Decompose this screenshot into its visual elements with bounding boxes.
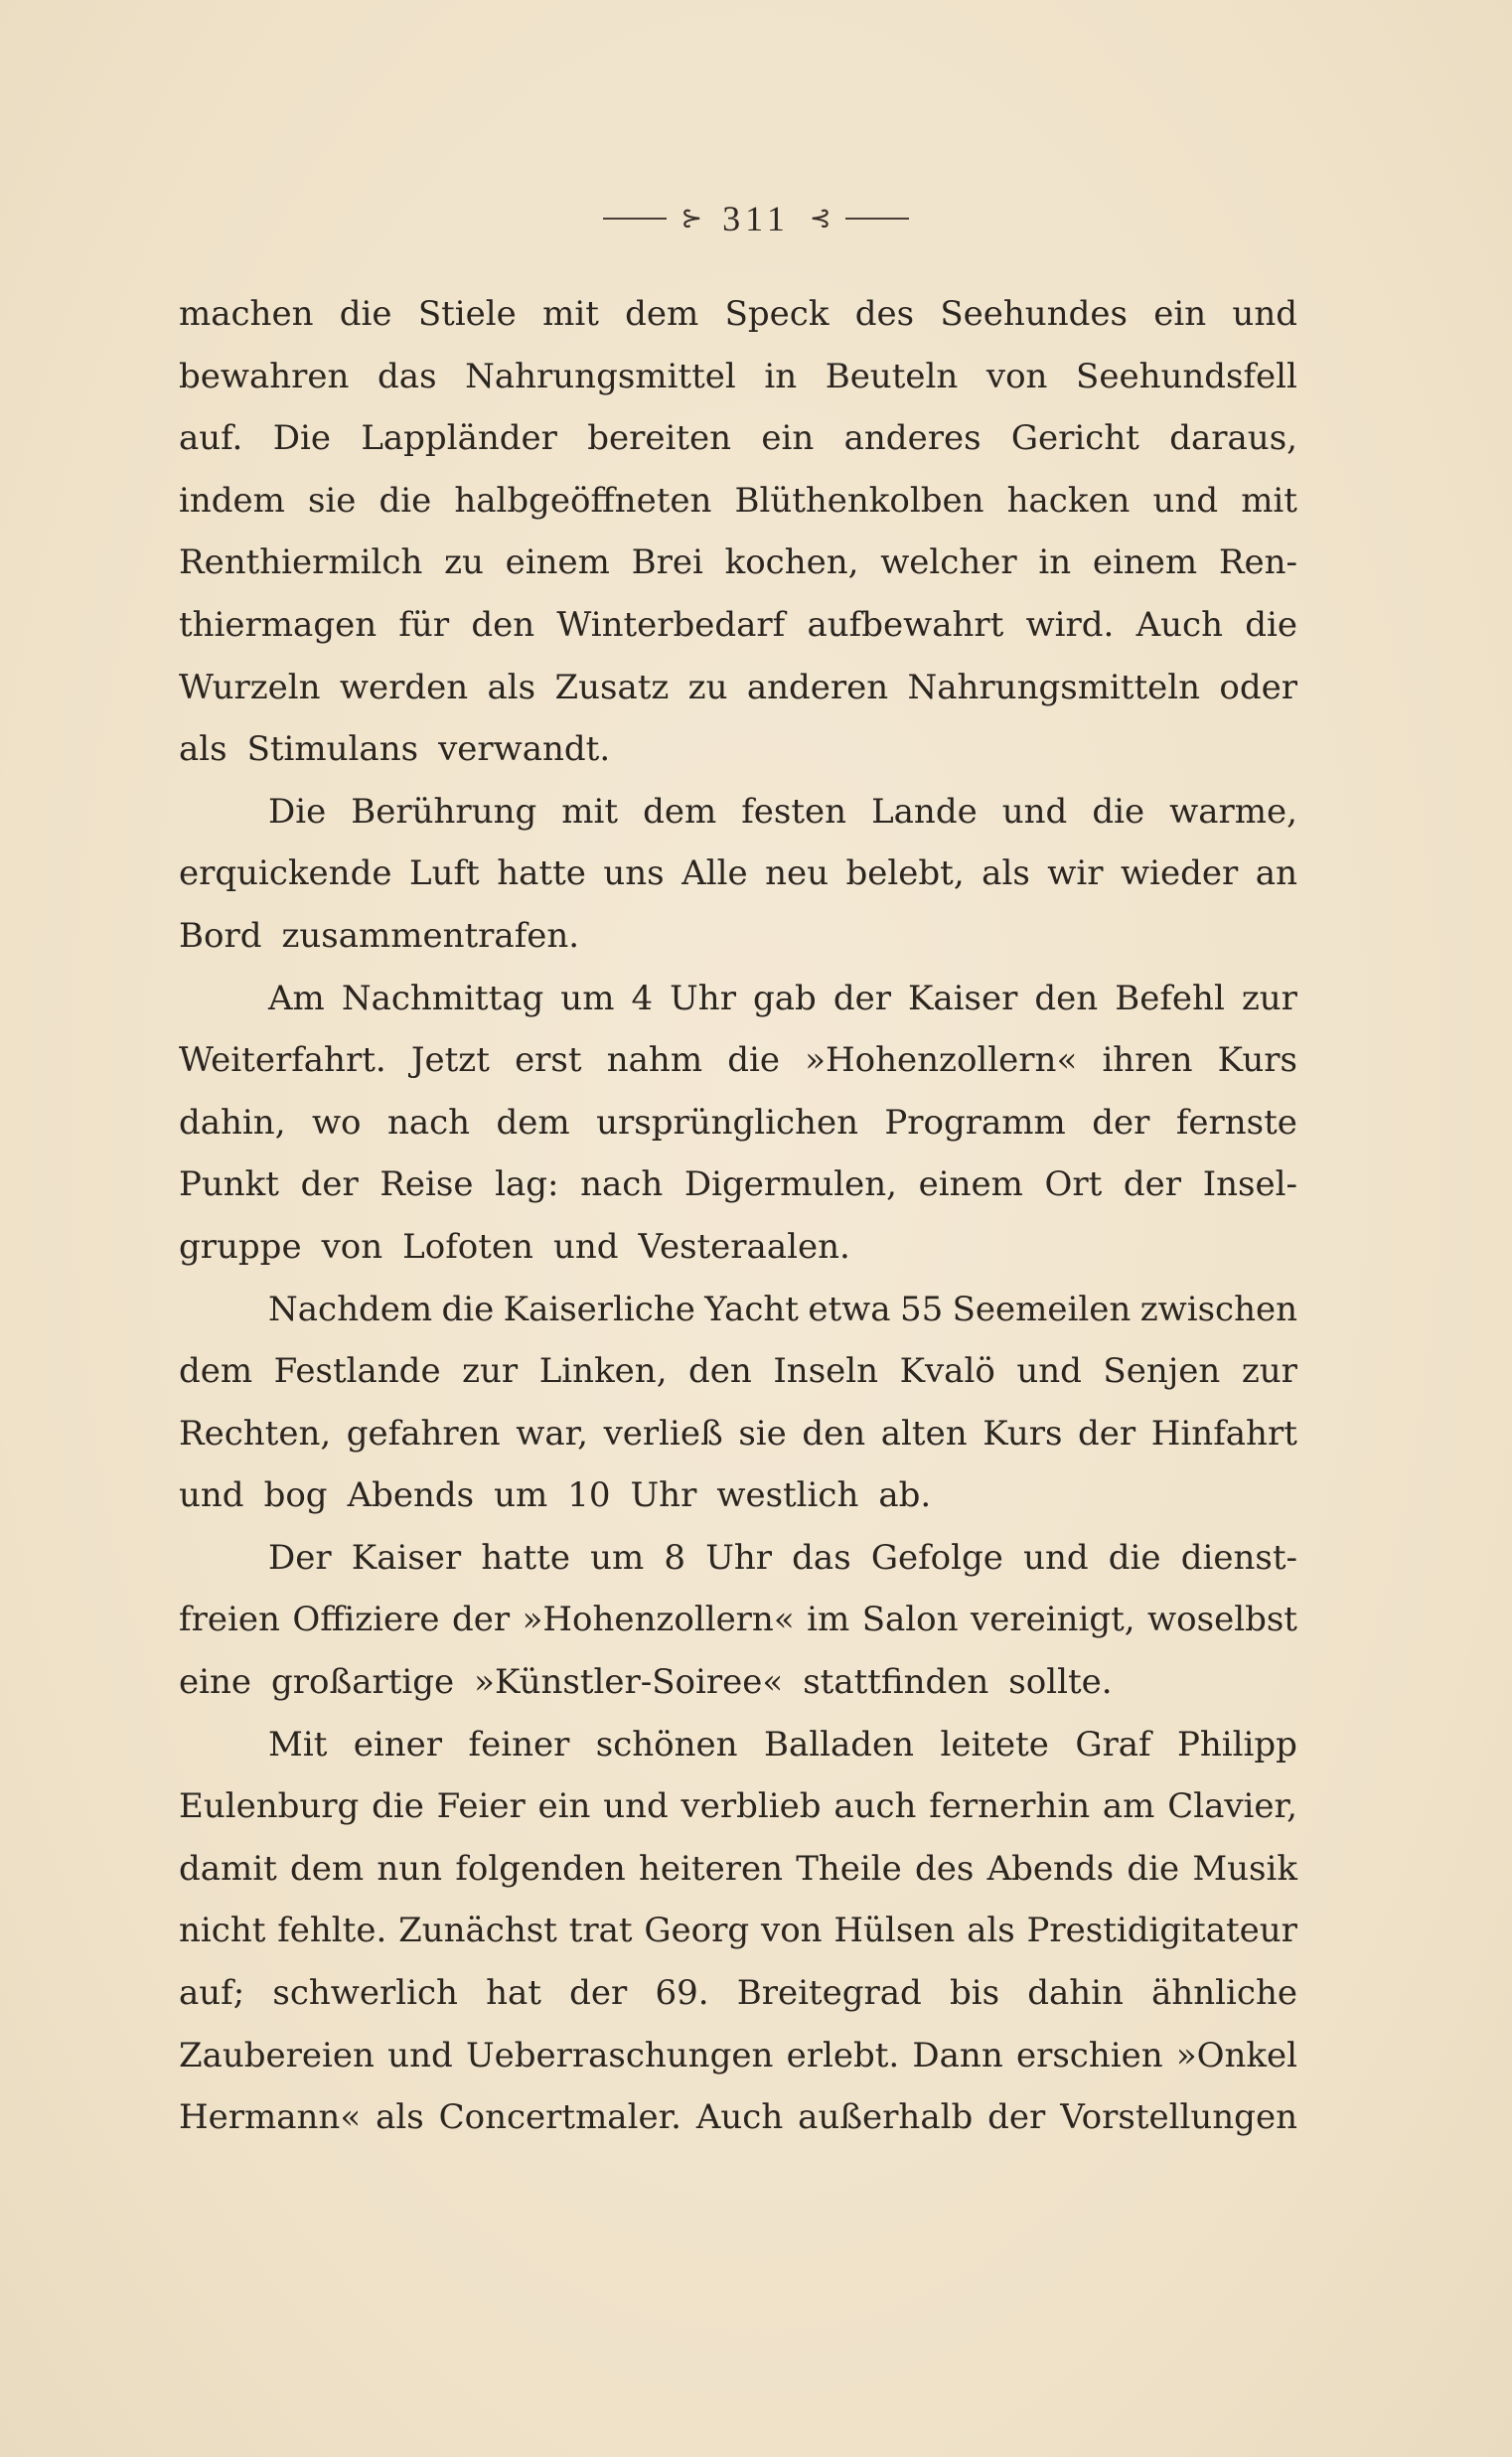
word: bewahren xyxy=(179,356,350,396)
word: bis xyxy=(949,1973,1000,2014)
word: bereiten xyxy=(587,418,732,459)
word: leitete xyxy=(940,1724,1049,1765)
word: dem xyxy=(290,1848,365,1889)
text-line xyxy=(179,843,1297,905)
word: erlebt. xyxy=(786,2035,900,2075)
word: Reise xyxy=(379,1164,474,1205)
word: Lande xyxy=(871,791,978,832)
word: anderes xyxy=(843,418,982,459)
word: das xyxy=(792,1537,851,1578)
word: einem xyxy=(918,1164,1023,1205)
text-line xyxy=(179,1279,1297,1341)
word: Lappländer xyxy=(361,418,557,459)
word: Prestidigitateur xyxy=(1026,1911,1297,1951)
word: als xyxy=(179,729,227,770)
word: Beuteln xyxy=(825,356,959,396)
body-text xyxy=(179,283,1297,2149)
word: Nachmittag xyxy=(341,978,544,1018)
word: machen xyxy=(179,294,314,334)
word: erschien xyxy=(1015,2035,1163,2075)
word: Eulenburg xyxy=(179,1786,360,1827)
word: Georg xyxy=(644,1911,750,1951)
word: hatte xyxy=(481,1537,570,1578)
word: verblieb xyxy=(680,1786,822,1827)
word: alten xyxy=(880,1413,968,1454)
text-line xyxy=(179,1403,1297,1465)
word: Ren- xyxy=(1218,542,1297,583)
text-line xyxy=(179,1838,1297,1901)
word: war, xyxy=(516,1413,588,1454)
word: zur xyxy=(462,1351,519,1392)
text-line xyxy=(179,1900,1297,1962)
word: Uhr xyxy=(630,1475,697,1516)
word: für xyxy=(398,604,450,645)
word: trat xyxy=(568,1911,633,1951)
word: wird. xyxy=(1025,604,1115,645)
word: um xyxy=(590,1537,645,1578)
word: welcher xyxy=(880,542,1017,583)
ornament-right-icon: ⊰ xyxy=(809,204,832,233)
text-line xyxy=(179,905,1297,968)
word: Salon xyxy=(861,1600,959,1640)
word: ursprünglichen xyxy=(596,1102,858,1143)
word: einem xyxy=(1092,542,1198,583)
word: an xyxy=(1255,853,1297,894)
text-line xyxy=(179,1651,1297,1714)
word: die xyxy=(1245,604,1297,645)
word: die xyxy=(1127,1848,1180,1889)
word: auf. xyxy=(179,418,243,459)
word: ähnliche xyxy=(1151,1973,1297,2014)
word: dem xyxy=(643,791,717,832)
text-line xyxy=(179,407,1297,470)
word: stattfinden xyxy=(803,1662,989,1703)
word: Feier xyxy=(436,1786,526,1827)
word: zwischen xyxy=(1139,1289,1297,1329)
word: ein xyxy=(1153,294,1207,334)
page-header xyxy=(0,195,1512,242)
word: nun xyxy=(377,1848,443,1889)
word: 55 xyxy=(899,1289,944,1329)
word: Philipp xyxy=(1177,1724,1297,1765)
word: »Hohenzollern« xyxy=(522,1600,795,1640)
word: ab. xyxy=(878,1475,932,1516)
word: warme, xyxy=(1169,791,1297,832)
word: Vesteraalen. xyxy=(638,1226,850,1267)
word: dienst- xyxy=(1180,1537,1297,1578)
word: folgenden xyxy=(455,1848,626,1889)
word: den xyxy=(688,1351,752,1392)
word: zu xyxy=(687,667,728,707)
word: damit xyxy=(179,1848,277,1889)
word: freien xyxy=(179,1600,280,1640)
text-line xyxy=(179,1962,1297,2025)
text-line xyxy=(179,1714,1297,1776)
word: Uhr xyxy=(670,978,736,1018)
word: nach xyxy=(580,1164,664,1205)
word: dem xyxy=(179,1351,253,1392)
text-line xyxy=(179,1340,1297,1403)
text-line xyxy=(179,1029,1297,1092)
word: Blüthenkolben xyxy=(734,480,984,521)
word: Vorstellungen xyxy=(1060,2097,1297,2138)
page-number: 311 xyxy=(722,199,790,238)
word: Dann xyxy=(912,2035,1003,2075)
word: und xyxy=(552,1226,619,1267)
word: die xyxy=(378,480,432,521)
word: fehlte. xyxy=(277,1911,387,1951)
word: anderen xyxy=(746,667,889,707)
word: um xyxy=(560,978,615,1018)
word: Kaiserliche xyxy=(503,1289,695,1329)
word: indem xyxy=(179,480,285,521)
word: Renthiermilch xyxy=(179,542,423,583)
word: Zunächst xyxy=(398,1911,557,1951)
word: Balladen xyxy=(763,1724,915,1765)
word: »Hohenzollern« xyxy=(805,1040,1078,1081)
word: großartige xyxy=(271,1662,455,1703)
word: bog xyxy=(263,1475,328,1516)
word: verließ xyxy=(603,1413,723,1454)
header-rule-right xyxy=(845,218,909,220)
word: Seehundes xyxy=(940,294,1128,334)
word: zur xyxy=(1241,1351,1297,1392)
word: ein xyxy=(537,1786,591,1827)
word: dahin xyxy=(1027,1973,1124,2014)
word: Luft xyxy=(408,853,480,894)
word: Musik xyxy=(1192,1848,1297,1889)
text-line xyxy=(179,594,1297,657)
word: von xyxy=(321,1226,383,1267)
word: am xyxy=(1102,1786,1155,1827)
word: Concertmaler. xyxy=(438,2097,681,2138)
word: als xyxy=(487,667,536,707)
word: im xyxy=(807,1600,850,1640)
text-line xyxy=(179,968,1297,1030)
word: Yacht xyxy=(704,1289,799,1329)
word: wo xyxy=(311,1102,362,1143)
word: in xyxy=(1038,542,1072,583)
word: Insel- xyxy=(1202,1164,1297,1205)
word: vereinigt, xyxy=(970,1600,1135,1640)
word: kochen, xyxy=(724,542,859,583)
word: gefahren xyxy=(346,1413,501,1454)
word: dem xyxy=(625,294,699,334)
word: Lofoten xyxy=(402,1226,533,1267)
word: die xyxy=(372,1786,424,1827)
word: dem xyxy=(496,1102,570,1143)
word: der xyxy=(451,1600,511,1640)
word: die xyxy=(339,294,392,334)
word: Senjen xyxy=(1103,1351,1221,1392)
word: Auch xyxy=(1135,604,1223,645)
word: Auch xyxy=(695,2097,784,2138)
word: auch xyxy=(833,1786,917,1827)
word: Gefolge xyxy=(870,1537,1003,1578)
word: mit xyxy=(542,294,599,334)
word: erquickende xyxy=(179,853,392,894)
word: und xyxy=(1152,480,1219,521)
word: den xyxy=(802,1413,866,1454)
word: der xyxy=(1078,1413,1136,1454)
word: Gericht xyxy=(1010,418,1139,459)
word: Brei xyxy=(631,542,703,583)
word: zusammentrafen. xyxy=(281,915,580,956)
word: westlich xyxy=(716,1475,859,1516)
word: Nahrungsmitteln xyxy=(907,667,1201,707)
word: in xyxy=(764,356,798,396)
word: oder xyxy=(1219,667,1297,707)
word: einem xyxy=(505,542,610,583)
word: des xyxy=(854,294,915,334)
word: Stimulans xyxy=(246,729,419,770)
text-line xyxy=(179,718,1297,781)
word: halbgeöffneten xyxy=(454,480,712,521)
word: woselbst xyxy=(1147,1600,1297,1640)
word: sie xyxy=(738,1413,787,1454)
word: thiermagen xyxy=(179,604,378,645)
word: der xyxy=(832,978,891,1018)
word: Kurs xyxy=(1217,1040,1297,1081)
word: außerhalb xyxy=(798,2097,974,2138)
word: neu xyxy=(765,853,830,894)
word: Nachdem xyxy=(268,1289,433,1329)
word: daraus, xyxy=(1169,418,1297,459)
word: und xyxy=(1016,1351,1082,1392)
word: »Onkel xyxy=(1175,2035,1297,2075)
word: einer xyxy=(353,1724,443,1765)
word: »Künstler-Soiree« xyxy=(474,1662,784,1703)
word: dahin, xyxy=(179,1102,286,1143)
word: 10 xyxy=(567,1475,611,1516)
word: das xyxy=(378,356,437,396)
word: Stiele xyxy=(417,294,517,334)
word: als xyxy=(982,853,1030,894)
word: und xyxy=(387,2035,453,2075)
word: eine xyxy=(179,1662,252,1703)
word: und xyxy=(179,1475,244,1516)
word: gruppe xyxy=(179,1226,302,1267)
word: Seemeilen xyxy=(952,1289,1132,1329)
word: Berührung xyxy=(351,791,537,832)
word: Nahrungsmittel xyxy=(465,356,736,396)
word: verwandt. xyxy=(438,729,611,770)
word: des xyxy=(915,1848,975,1889)
word: und xyxy=(1001,791,1068,832)
word: wir xyxy=(1047,853,1104,894)
text-line xyxy=(179,781,1297,844)
word: Hülsen xyxy=(833,1911,956,1951)
word: die xyxy=(727,1040,781,1081)
text-line xyxy=(179,532,1297,594)
word: Zaubereien xyxy=(179,2035,375,2075)
word: Offiziere xyxy=(292,1600,440,1640)
word: nicht xyxy=(179,1911,266,1951)
text-line xyxy=(179,1464,1297,1527)
text-line xyxy=(179,2025,1297,2087)
word: sie xyxy=(307,480,357,521)
word: zu xyxy=(444,542,484,583)
word: um xyxy=(494,1475,548,1516)
word: sollte. xyxy=(1008,1662,1113,1703)
word: wieder xyxy=(1121,853,1239,894)
text-line xyxy=(179,1216,1297,1279)
word: hat xyxy=(486,1973,541,2014)
word: nach xyxy=(386,1102,471,1143)
word: der xyxy=(1123,1164,1182,1205)
word: etwa xyxy=(808,1289,891,1329)
text-line xyxy=(179,1589,1297,1651)
text-line xyxy=(179,657,1297,719)
word: den xyxy=(471,604,535,645)
ornament-left-icon: ⊱ xyxy=(680,204,703,233)
word: Graf xyxy=(1075,1724,1151,1765)
word: als xyxy=(376,2097,424,2138)
word: Hermann« xyxy=(179,2097,362,2138)
word: schönen xyxy=(595,1724,738,1765)
word: Zusatz xyxy=(554,667,670,707)
word: und xyxy=(1232,294,1297,334)
word: von xyxy=(760,1911,823,1951)
text-line xyxy=(179,346,1297,408)
word: Am xyxy=(268,978,325,1018)
word: hatte xyxy=(497,853,586,894)
word: Ueberraschungen xyxy=(465,2035,774,2075)
word: der xyxy=(1092,1102,1150,1143)
word: erst xyxy=(515,1040,582,1081)
word: mit xyxy=(1241,480,1297,521)
word: Digermulen, xyxy=(683,1164,897,1205)
word: Clavier, xyxy=(1167,1786,1297,1827)
word: Kaiser xyxy=(908,978,1018,1018)
word: Winterbedarf xyxy=(556,604,786,645)
word: Linken, xyxy=(538,1351,668,1392)
word: Wurzeln xyxy=(179,667,321,707)
text-line xyxy=(179,2086,1297,2149)
word: als xyxy=(967,1911,1015,1951)
word: ein xyxy=(761,418,815,459)
word: auf; xyxy=(179,1973,245,2014)
header-rule-left xyxy=(603,218,667,220)
word: Der xyxy=(268,1537,332,1578)
word: fernste xyxy=(1175,1102,1297,1143)
word: mit xyxy=(561,791,619,832)
word: feiner xyxy=(468,1724,570,1765)
word: die xyxy=(1092,791,1145,832)
word: Programm xyxy=(884,1102,1066,1143)
word: der xyxy=(569,1973,628,2014)
word: fernerhin xyxy=(929,1786,1091,1827)
word: belebt, xyxy=(845,853,965,894)
word: schwerlich xyxy=(272,1973,458,2014)
word: der xyxy=(987,2097,1046,2138)
word: die xyxy=(1108,1537,1161,1578)
word: 8 xyxy=(664,1537,686,1578)
text-line xyxy=(179,470,1297,533)
word: von xyxy=(985,356,1048,396)
word: Theile xyxy=(796,1848,902,1889)
word: werden xyxy=(339,667,469,707)
word: ihren xyxy=(1102,1040,1193,1081)
word: Die xyxy=(272,418,331,459)
word: 69. xyxy=(655,1973,709,2014)
word: Abends xyxy=(347,1475,475,1516)
word: nahm xyxy=(606,1040,703,1081)
word: Die xyxy=(268,791,327,832)
word: Speck xyxy=(724,294,830,334)
word: heiteren xyxy=(639,1848,783,1889)
word: Alle xyxy=(681,853,748,894)
word: Uhr xyxy=(705,1537,773,1578)
word: Hinfahrt xyxy=(1150,1413,1297,1454)
word: Weiterfahrt. xyxy=(179,1040,386,1081)
word: Jetzt xyxy=(410,1040,490,1081)
word: und xyxy=(603,1786,669,1827)
word: Rechten, xyxy=(179,1413,332,1454)
word: Inseln xyxy=(773,1351,879,1392)
text-line xyxy=(179,1153,1297,1216)
word: Abends xyxy=(986,1848,1115,1889)
word: Breitegrad xyxy=(736,1973,922,2014)
word: Mit xyxy=(268,1724,328,1765)
word: Festlande xyxy=(273,1351,441,1392)
word: gab xyxy=(752,978,817,1018)
word: festen xyxy=(741,791,847,832)
text-line xyxy=(179,283,1297,346)
word: der xyxy=(300,1164,359,1205)
text-line xyxy=(179,1527,1297,1590)
word: Ort xyxy=(1044,1164,1103,1205)
word: Seehundsfell xyxy=(1076,356,1297,396)
text-line xyxy=(179,1775,1297,1838)
word: uns xyxy=(603,853,665,894)
word: und xyxy=(1023,1537,1089,1578)
word: den xyxy=(1034,978,1099,1018)
word: Kurs xyxy=(983,1413,1063,1454)
word: Befehl xyxy=(1115,978,1225,1018)
word: Bord xyxy=(179,915,262,956)
word: 4 xyxy=(631,978,654,1018)
word: zur xyxy=(1241,978,1297,1018)
word: aufbewahrt xyxy=(807,604,1004,645)
word: Kvalö xyxy=(899,1351,995,1392)
word: Kaiser xyxy=(351,1537,462,1578)
word: die xyxy=(441,1289,495,1329)
text-line xyxy=(179,1092,1297,1154)
word: lag: xyxy=(495,1164,559,1205)
word: Punkt xyxy=(179,1164,279,1205)
word: hacken xyxy=(1006,480,1131,521)
